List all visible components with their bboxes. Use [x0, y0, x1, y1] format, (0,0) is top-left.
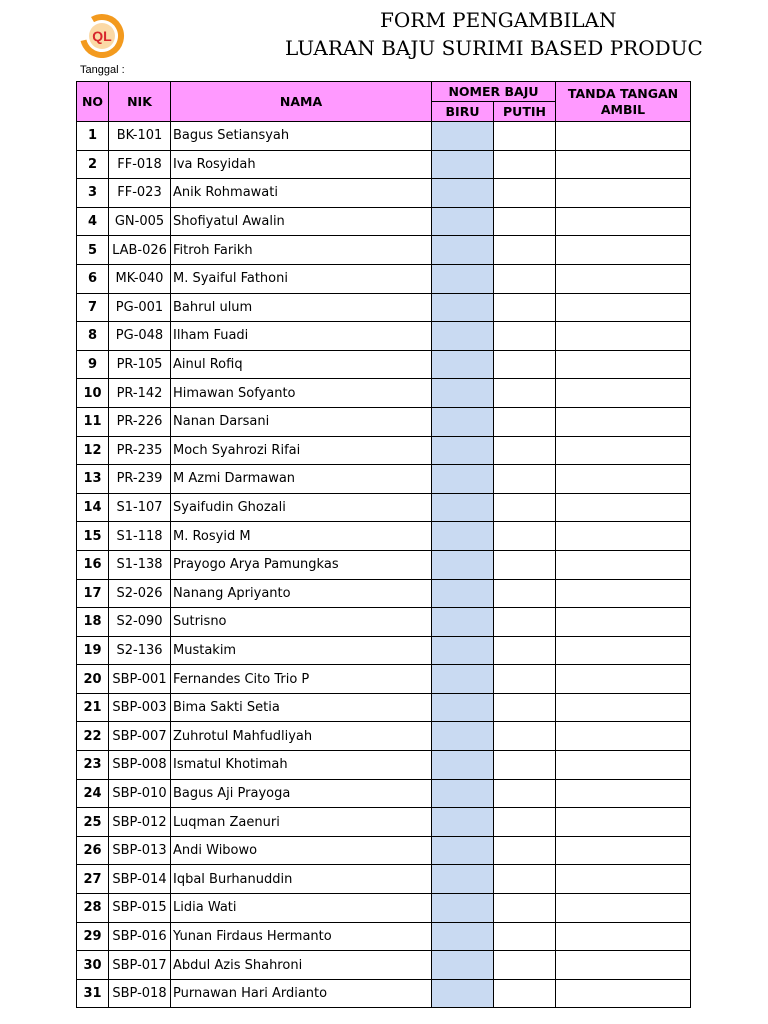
row-biru-input[interactable] [432, 836, 494, 865]
row-no: 20 [77, 665, 109, 694]
table-row [77, 522, 691, 551]
table-row [77, 579, 691, 608]
row-biru-input[interactable] [432, 865, 494, 894]
row-signature-field[interactable] [556, 550, 691, 579]
row-nik: FF-023 [109, 179, 171, 208]
row-putih-input[interactable] [494, 751, 556, 780]
row-signature-field[interactable] [556, 894, 691, 923]
row-biru-input[interactable] [432, 808, 494, 837]
row-nama: Himawan Sofyanto [171, 379, 432, 408]
table-row [77, 207, 691, 236]
col-header-putih: PUTIH [494, 102, 556, 122]
table-row [77, 951, 691, 980]
row-biru-input[interactable] [432, 264, 494, 293]
table-row [77, 322, 691, 351]
row-signature-field[interactable] [556, 865, 691, 894]
row-putih-input[interactable] [494, 236, 556, 265]
row-signature-field[interactable] [556, 665, 691, 694]
row-biru-input[interactable] [432, 550, 494, 579]
row-nik: SBP-008 [109, 751, 171, 780]
table-row [77, 179, 691, 208]
row-nik: MK-040 [109, 264, 171, 293]
row-nik: PR-142 [109, 379, 171, 408]
table-row [77, 979, 691, 1008]
row-biru-input[interactable] [432, 407, 494, 436]
row-putih-input[interactable] [494, 608, 556, 637]
row-nama: Fitroh Farikh [171, 236, 432, 265]
row-no: 10 [77, 379, 109, 408]
row-nik: PR-235 [109, 436, 171, 465]
table-row [77, 779, 691, 808]
row-putih-input[interactable] [494, 951, 556, 980]
row-putih-input[interactable] [494, 865, 556, 894]
row-signature-field[interactable] [556, 608, 691, 637]
row-nik: BK-101 [109, 122, 171, 151]
row-no: 31 [77, 979, 109, 1008]
row-putih-input[interactable] [494, 122, 556, 151]
row-putih-input[interactable] [494, 436, 556, 465]
row-no: 24 [77, 779, 109, 808]
row-nik: S2-136 [109, 636, 171, 665]
row-nama: Bagus Aji Prayoga [171, 779, 432, 808]
table-row [77, 608, 691, 637]
row-putih-input[interactable] [494, 179, 556, 208]
row-nama: Yunan Firdaus Hermanto [171, 922, 432, 951]
row-nama: Anik Rohmawati [171, 179, 432, 208]
row-signature-field[interactable] [556, 579, 691, 608]
row-putih-input[interactable] [494, 922, 556, 951]
row-nama: Bagus Setiansyah [171, 122, 432, 151]
table-row [77, 350, 691, 379]
row-biru-input[interactable] [432, 979, 494, 1008]
row-putih-input[interactable] [494, 636, 556, 665]
row-no: 29 [77, 922, 109, 951]
row-nik: SBP-013 [109, 836, 171, 865]
row-putih-input[interactable] [494, 579, 556, 608]
table-row [77, 407, 691, 436]
row-biru-input[interactable] [432, 951, 494, 980]
row-nama: M. Rosyid M [171, 522, 432, 551]
row-no: 4 [77, 207, 109, 236]
row-nama: Purnawan Hari Ardianto [171, 979, 432, 1008]
row-putih-input[interactable] [494, 722, 556, 751]
row-biru-input[interactable] [432, 293, 494, 322]
row-biru-input[interactable] [432, 722, 494, 751]
row-signature-field[interactable] [556, 293, 691, 322]
row-nik: S1-138 [109, 550, 171, 579]
row-signature-field[interactable] [556, 407, 691, 436]
row-biru-input[interactable] [432, 350, 494, 379]
row-nik: PR-239 [109, 465, 171, 494]
row-nik: PR-105 [109, 350, 171, 379]
row-signature-field[interactable] [556, 808, 691, 837]
row-no: 6 [77, 264, 109, 293]
row-nik: PG-048 [109, 322, 171, 351]
row-no: 2 [77, 150, 109, 179]
row-signature-field[interactable] [556, 179, 691, 208]
form-title-line2: LUARAN BAJU SURIMI BASED PRODUC [285, 36, 703, 60]
row-nama: Ilham Fuadi [171, 322, 432, 351]
row-nama: M. Syaiful Fathoni [171, 264, 432, 293]
row-biru-input[interactable] [432, 922, 494, 951]
company-logo [78, 10, 128, 58]
row-putih-input[interactable] [494, 693, 556, 722]
col-header-nik: NIK [109, 82, 171, 122]
row-nik: S2-026 [109, 579, 171, 608]
row-biru-input[interactable] [432, 608, 494, 637]
row-signature-field[interactable] [556, 436, 691, 465]
col-header-biru: BIRU [432, 102, 494, 122]
row-nik: SBP-003 [109, 693, 171, 722]
row-biru-input[interactable] [432, 236, 494, 265]
table-row [77, 636, 691, 665]
row-nama: Shofiyatul Awalin [171, 207, 432, 236]
row-signature-field[interactable] [556, 350, 691, 379]
row-biru-input[interactable] [432, 693, 494, 722]
row-no: 22 [77, 722, 109, 751]
row-nama: Nanan Darsani [171, 407, 432, 436]
row-nama: M Azmi Darmawan [171, 465, 432, 494]
row-putih-input[interactable] [494, 808, 556, 837]
row-no: 5 [77, 236, 109, 265]
row-biru-input[interactable] [432, 779, 494, 808]
row-no: 19 [77, 636, 109, 665]
col-header-nomer-baju: NOMER BAJU [432, 82, 556, 102]
row-putih-input[interactable] [494, 493, 556, 522]
row-nik: SBP-012 [109, 808, 171, 837]
row-signature-field[interactable] [556, 722, 691, 751]
row-signature-field[interactable] [556, 836, 691, 865]
row-putih-input[interactable] [494, 522, 556, 551]
table-row [77, 722, 691, 751]
row-putih-input[interactable] [494, 894, 556, 923]
table-row [77, 894, 691, 923]
row-putih-input[interactable] [494, 293, 556, 322]
row-biru-input[interactable] [432, 207, 494, 236]
row-putih-input[interactable] [494, 836, 556, 865]
row-putih-input[interactable] [494, 550, 556, 579]
row-nama: Abdul Azis Shahroni [171, 951, 432, 980]
row-biru-input[interactable] [432, 522, 494, 551]
table-row [77, 436, 691, 465]
row-signature-field[interactable] [556, 979, 691, 1008]
table-row [77, 293, 691, 322]
row-no: 8 [77, 322, 109, 351]
table-row [77, 693, 691, 722]
row-signature-field[interactable] [556, 522, 691, 551]
row-nama: Ainul Rofiq [171, 350, 432, 379]
row-signature-field[interactable] [556, 379, 691, 408]
row-biru-input[interactable] [432, 322, 494, 351]
row-biru-input[interactable] [432, 665, 494, 694]
row-no: 14 [77, 493, 109, 522]
row-nama: Syaifudin Ghozali [171, 493, 432, 522]
row-no: 17 [77, 579, 109, 608]
row-nik: SBP-007 [109, 722, 171, 751]
table-row [77, 922, 691, 951]
row-signature-field[interactable] [556, 150, 691, 179]
row-putih-input[interactable] [494, 322, 556, 351]
table-row [77, 808, 691, 837]
pengambilan-table [76, 81, 691, 1008]
row-no: 15 [77, 522, 109, 551]
row-nama: Iqbal Burhanuddin [171, 865, 432, 894]
row-nama: Luqman Zaenuri [171, 808, 432, 837]
row-biru-input[interactable] [432, 122, 494, 151]
row-signature-field[interactable] [556, 322, 691, 351]
row-biru-input[interactable] [432, 493, 494, 522]
row-putih-input[interactable] [494, 264, 556, 293]
row-nik: S1-107 [109, 493, 171, 522]
row-no: 30 [77, 951, 109, 980]
row-biru-input[interactable] [432, 465, 494, 494]
row-biru-input[interactable] [432, 150, 494, 179]
row-nik: S1-118 [109, 522, 171, 551]
row-nama: Ismatul Khotimah [171, 751, 432, 780]
row-putih-input[interactable] [494, 979, 556, 1008]
table-row [77, 751, 691, 780]
row-putih-input[interactable] [494, 779, 556, 808]
row-biru-input[interactable] [432, 579, 494, 608]
row-nama: Nanang Apriyanto [171, 579, 432, 608]
row-no: 12 [77, 436, 109, 465]
row-no: 18 [77, 608, 109, 637]
row-nik: SBP-016 [109, 922, 171, 951]
row-biru-input[interactable] [432, 179, 494, 208]
row-putih-input[interactable] [494, 379, 556, 408]
row-no: 23 [77, 751, 109, 780]
table-row [77, 465, 691, 494]
row-no: 27 [77, 865, 109, 894]
row-putih-input[interactable] [494, 665, 556, 694]
table-row [77, 493, 691, 522]
table-row [77, 150, 691, 179]
row-nik: SBP-015 [109, 894, 171, 923]
row-signature-field[interactable] [556, 264, 691, 293]
row-putih-input[interactable] [494, 465, 556, 494]
row-signature-field[interactable] [556, 751, 691, 780]
row-signature-field[interactable] [556, 779, 691, 808]
row-nama: Fernandes Cito Trio P [171, 665, 432, 694]
row-nik: SBP-001 [109, 665, 171, 694]
table-row [77, 122, 691, 151]
row-no: 21 [77, 693, 109, 722]
logo-text: QL [92, 28, 112, 44]
col-header-no: NO [77, 82, 109, 122]
row-nama: Sutrisno [171, 608, 432, 637]
table-row [77, 264, 691, 293]
row-no: 16 [77, 550, 109, 579]
row-no: 11 [77, 407, 109, 436]
row-nik: SBP-010 [109, 779, 171, 808]
table-row [77, 550, 691, 579]
col-header-tanda-tangan: TANDA TANGAN AMBIL [556, 82, 691, 122]
row-nama: Andi Wibowo [171, 836, 432, 865]
row-nama: Bahrul ulum [171, 293, 432, 322]
row-no: 3 [77, 179, 109, 208]
row-no: 28 [77, 894, 109, 923]
row-biru-input[interactable] [432, 894, 494, 923]
row-putih-input[interactable] [494, 350, 556, 379]
row-no: 25 [77, 808, 109, 837]
row-nama: Zuhrotul Mahfudliyah [171, 722, 432, 751]
row-signature-field[interactable] [556, 693, 691, 722]
col-header-nama: NAMA [171, 82, 432, 122]
row-nik: GN-005 [109, 207, 171, 236]
row-signature-field[interactable] [556, 122, 691, 151]
row-nama: Prayogo Arya Pamungkas [171, 550, 432, 579]
table-row [77, 836, 691, 865]
row-nama: Bima Sakti Setia [171, 693, 432, 722]
row-signature-field[interactable] [556, 636, 691, 665]
row-biru-input[interactable] [432, 379, 494, 408]
table-row [77, 236, 691, 265]
row-biru-input[interactable] [432, 636, 494, 665]
row-biru-input[interactable] [432, 436, 494, 465]
row-signature-field[interactable] [556, 207, 691, 236]
row-nik: S2-090 [109, 608, 171, 637]
row-no: 7 [77, 293, 109, 322]
table-row [77, 665, 691, 694]
row-nama: Lidia Wati [171, 894, 432, 923]
row-nik: SBP-018 [109, 979, 171, 1008]
row-nama: Mustakim [171, 636, 432, 665]
row-nik: SBP-014 [109, 865, 171, 894]
row-nama: Iva Rosyidah [171, 150, 432, 179]
table-row [77, 865, 691, 894]
row-nik: LAB-026 [109, 236, 171, 265]
table-row [77, 379, 691, 408]
row-signature-field[interactable] [556, 951, 691, 980]
row-no: 13 [77, 465, 109, 494]
row-nik: FF-018 [109, 150, 171, 179]
row-no: 9 [77, 350, 109, 379]
row-no: 26 [77, 836, 109, 865]
form-title-line1: FORM PENGAMBILAN [380, 8, 617, 32]
row-signature-field[interactable] [556, 465, 691, 494]
row-biru-input[interactable] [432, 751, 494, 780]
row-nik: PG-001 [109, 293, 171, 322]
row-signature-field[interactable] [556, 922, 691, 951]
row-signature-field[interactable] [556, 236, 691, 265]
row-putih-input[interactable] [494, 407, 556, 436]
row-signature-field[interactable] [556, 493, 691, 522]
row-putih-input[interactable] [494, 150, 556, 179]
row-nik: PR-226 [109, 407, 171, 436]
row-putih-input[interactable] [494, 207, 556, 236]
row-no: 1 [77, 122, 109, 151]
tanggal-label: Tanggal : [80, 64, 125, 76]
row-nama: Moch Syahrozi Rifai [171, 436, 432, 465]
row-nik: SBP-017 [109, 951, 171, 980]
